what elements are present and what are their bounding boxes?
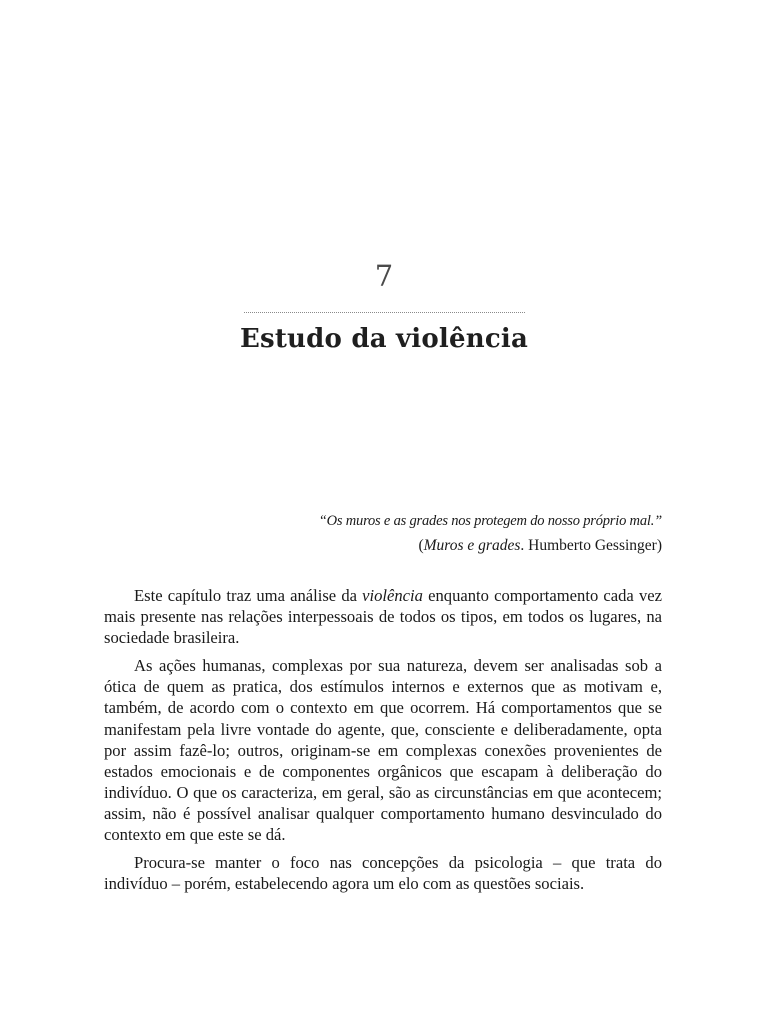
paragraph-1-end: enquanto comportamento cada vez mais presente nas relações interpessoais de todos os tipos, em todos os lugares, na sociedade brasileira.	[104, 586, 662, 648]
epigraph-source-author: . Humberto Gessinger)	[520, 537, 662, 554]
epigraph-source-work: Muros e grades	[423, 537, 521, 554]
epigraph-attribution	[162, 533, 662, 559]
chapter-divider	[244, 312, 525, 313]
epigraph	[162, 509, 662, 559]
chapter-title: Estudo da violência	[239, 324, 529, 354]
paragraph-1-emphasis: violência	[362, 586, 423, 605]
chapter-body	[104, 585, 662, 901]
paragraph-1-start: Este capítulo traz uma análise da	[134, 586, 363, 605]
epigraph-source-open: (	[418, 537, 424, 554]
paragraph-1	[104, 585, 662, 648]
paragraph-3: Procura-se manter o foco nas concepções da psicologia – que trata do indivíduo – porém, estabelecendo agora um elo com as questões sociais.	[104, 853, 662, 894]
epigraph-quote: “Os muros e as grades nos protegem do nosso próprio mal.”	[318, 513, 662, 529]
chapter-number: 7	[374, 259, 394, 293]
paragraph-2: As ações humanas, complexas por sua natureza, devem ser analisadas sob a ótica de quem as pratica, dos estímulos internos e externos que as motivam e, também, de acordo com o contexto em que ocorrem. Há comportamentos que se manifestam pela livre vontade do agente, que, consciente e deliberadamente, opta por assim fazê-lo; outros, originam-se em complexas conexões provenientes de estados emocionais e de componentes orgânicos que escapam à deliberação do indivíduo. O que os caracteriza, em geral, são as circunstâncias em que acontecem; assim, não é possível analisar qualquer comportamento humano desvinculado do contexto em que este se dá.	[104, 656, 662, 845]
